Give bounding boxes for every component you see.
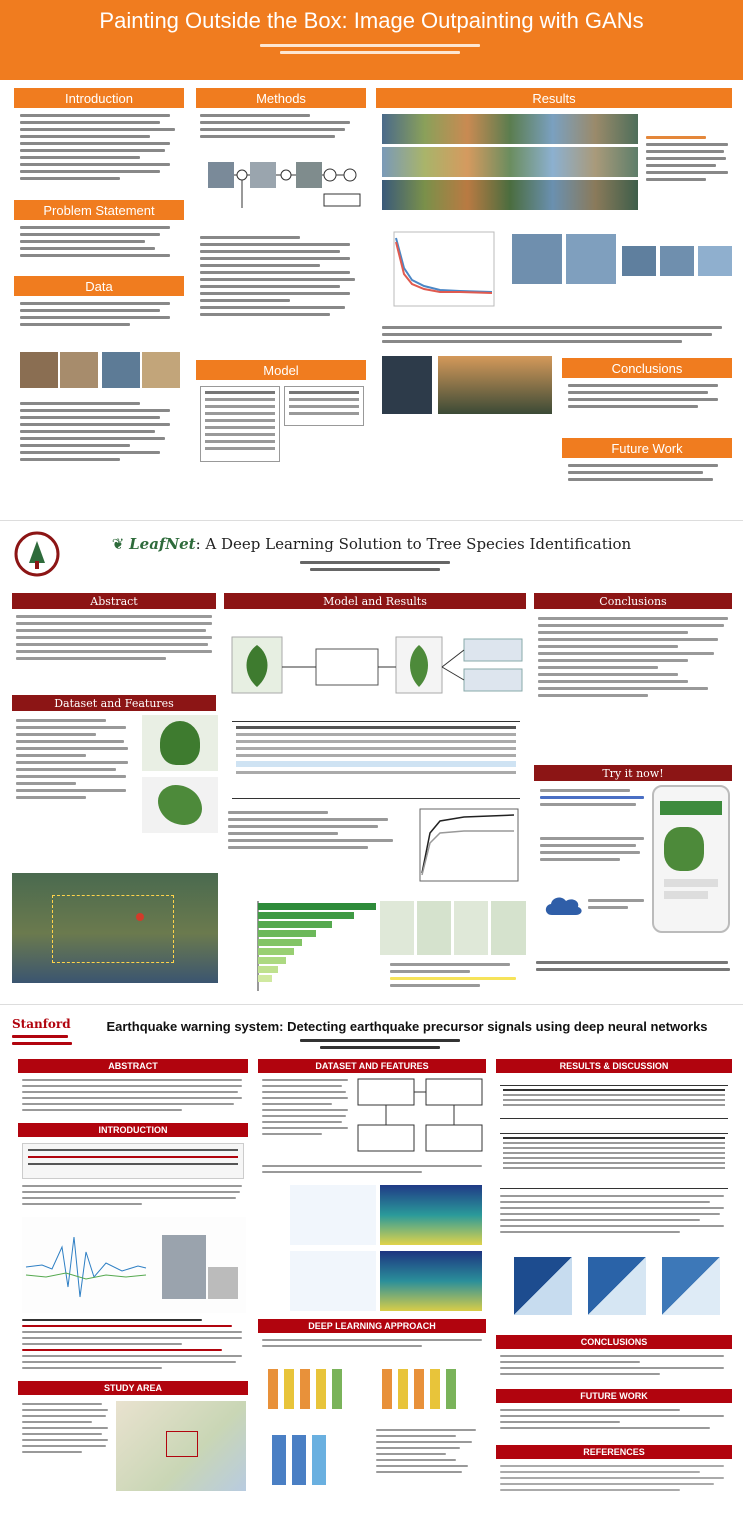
poster2-title-row xyxy=(0,535,743,553)
poster2-leaf-photo-bottom xyxy=(142,777,218,833)
poster3-logo-text: Stanford xyxy=(12,1017,71,1031)
phone-mockup-icon xyxy=(652,785,730,933)
poster1-authors xyxy=(260,44,480,58)
poster3-authors xyxy=(300,1039,460,1053)
poster3-study-area-text xyxy=(22,1403,112,1457)
poster1-mse-loss-chart xyxy=(380,228,498,316)
poster2-results-table xyxy=(232,721,520,799)
poster3-header-results: RESULTS & DISCUSSION xyxy=(496,1059,732,1073)
poster2-dataset-text xyxy=(16,719,136,803)
poster1-title-band xyxy=(0,0,743,80)
poster2-species-map xyxy=(12,873,218,983)
poster3-header-dataset: DATASET AND FEATURES xyxy=(258,1059,486,1073)
poster1-header-results: Results xyxy=(376,88,732,108)
poster2-errors-text xyxy=(390,963,520,991)
leaf-icon: ❦ xyxy=(111,535,125,553)
poster1-architecture-table xyxy=(200,386,280,462)
poster3-waveform-spectrogram-figure xyxy=(270,1185,484,1315)
poster2-pipeline-diagram xyxy=(226,615,526,715)
poster2-try-it-text xyxy=(540,789,648,810)
poster3-intro-text xyxy=(22,1185,246,1209)
poster3-cnn-architecture-2 xyxy=(376,1355,484,1419)
poster3-conclusions-text xyxy=(500,1355,728,1379)
poster1-conclusions-text xyxy=(568,384,728,412)
poster3-hyperparameters-text xyxy=(376,1429,484,1477)
poster1-city-places-images xyxy=(20,352,180,388)
poster2-header-abstract: Abstract xyxy=(12,593,216,609)
poster1-training-pipeline-diagram xyxy=(204,148,364,218)
poster1-results-captions xyxy=(382,326,732,347)
poster3-header-study-area: STUDY AREA xyxy=(18,1381,248,1395)
poster1-data-text xyxy=(20,302,180,330)
poster1-outpainting-image-grid xyxy=(382,114,638,210)
poster2-precision-epoch-chart xyxy=(404,803,522,895)
poster3-intro-quote-box xyxy=(22,1143,244,1179)
poster1-future-work-text xyxy=(568,464,728,485)
poster1-outpainting-caption xyxy=(646,136,732,185)
poster2-misclassification-bar-chart xyxy=(228,899,378,999)
poster3-header-introduction: INTRODUCTION xyxy=(18,1123,248,1137)
poster1-header-data: Data xyxy=(14,276,184,296)
poster1-header-model: Model xyxy=(196,360,366,380)
poster1-header-future-work: Future Work xyxy=(562,438,732,458)
poster3-header-abstract: ABSTRACT xyxy=(18,1059,248,1073)
poster1-header-problem: Problem Statement xyxy=(14,200,184,220)
poster1-preprocessing-text xyxy=(20,402,180,465)
poster1-title: Painting Outside the Box: Image Outpainting with GANs xyxy=(99,8,644,33)
poster3-rnn-architecture xyxy=(262,1425,370,1495)
poster2-header-conclusions: Conclusions xyxy=(534,593,732,609)
poster2-performance-text xyxy=(228,811,398,853)
poster3-future-work-text xyxy=(500,1409,728,1433)
poster1-problem-text xyxy=(20,226,180,261)
poster2-conclusions-text xyxy=(538,617,730,701)
poster3-header-references: REFERENCES xyxy=(496,1445,732,1459)
poster3-results-table-1 xyxy=(500,1085,728,1119)
poster1-recursive-outpainting-images xyxy=(382,356,552,414)
poster2-title: : A Deep Learning Solution to Tree Species Identification xyxy=(195,535,632,553)
poster1-header-conclusions: Conclusions xyxy=(562,358,732,378)
poster2-acknowledgements xyxy=(536,961,732,975)
poster3-dataset-text xyxy=(262,1079,352,1139)
poster3-spectrogram-text xyxy=(262,1165,486,1177)
cloud-icon xyxy=(542,893,584,917)
poster3-header-deep-learning: DEEP LEARNING APPROACH xyxy=(258,1319,486,1333)
poster3-results-table-2 xyxy=(500,1133,728,1189)
poster3-header-conclusions: CONCLUSIONS xyxy=(496,1335,732,1349)
poster2-authors xyxy=(300,561,450,575)
poster-image-outpainting xyxy=(0,0,743,520)
poster3-study-area-map xyxy=(116,1401,246,1491)
poster1-local-discriminator-images xyxy=(512,234,616,284)
poster1-intro-text xyxy=(20,114,180,184)
poster1-methods-text xyxy=(200,114,360,142)
poster2-logo-text: LeafNet xyxy=(129,535,196,553)
poster2-header-try-it-now: Try it now! xyxy=(534,765,732,781)
poster-earthquake xyxy=(0,1004,743,1514)
poster1-header-methods: Methods xyxy=(196,88,366,108)
poster3-results-text xyxy=(500,1195,728,1237)
poster3-problems-text xyxy=(22,1319,246,1373)
poster3-cnn-architecture-1 xyxy=(262,1355,370,1419)
poster3-title: Earthquake warning system: Detecting earthquake precursor signals using deep neural networks xyxy=(106,1019,708,1034)
poster3-logo-subtext xyxy=(12,1035,72,1049)
poster1-training-schedule-text xyxy=(200,236,360,320)
poster3-seismograph-figure xyxy=(22,1217,246,1313)
poster1-header-introduction: Introduction xyxy=(14,88,184,108)
poster3-abstract-text xyxy=(22,1079,246,1115)
poster-leafnet xyxy=(0,520,743,1004)
poster3-approach-text xyxy=(262,1339,486,1351)
poster2-header-dataset: Dataset and Features xyxy=(12,695,216,711)
poster3-dataset-flowchart xyxy=(356,1077,486,1157)
poster2-internet-text xyxy=(588,899,648,913)
poster2-abstract-text xyxy=(16,615,214,664)
poster2-lightning-text xyxy=(540,837,648,865)
poster3-confusion-matrices xyxy=(500,1251,728,1321)
poster1-architecture-table-2 xyxy=(284,386,364,426)
poster3-header-future-work: FUTURE WORK xyxy=(496,1389,732,1403)
poster1-dilation-images xyxy=(622,246,732,276)
poster3-references-text xyxy=(500,1465,728,1495)
poster2-confusion-leaf-images xyxy=(380,901,526,955)
poster2-leaf-photo-top xyxy=(142,715,218,771)
poster2-header-model-results: Model and Results xyxy=(224,593,526,609)
